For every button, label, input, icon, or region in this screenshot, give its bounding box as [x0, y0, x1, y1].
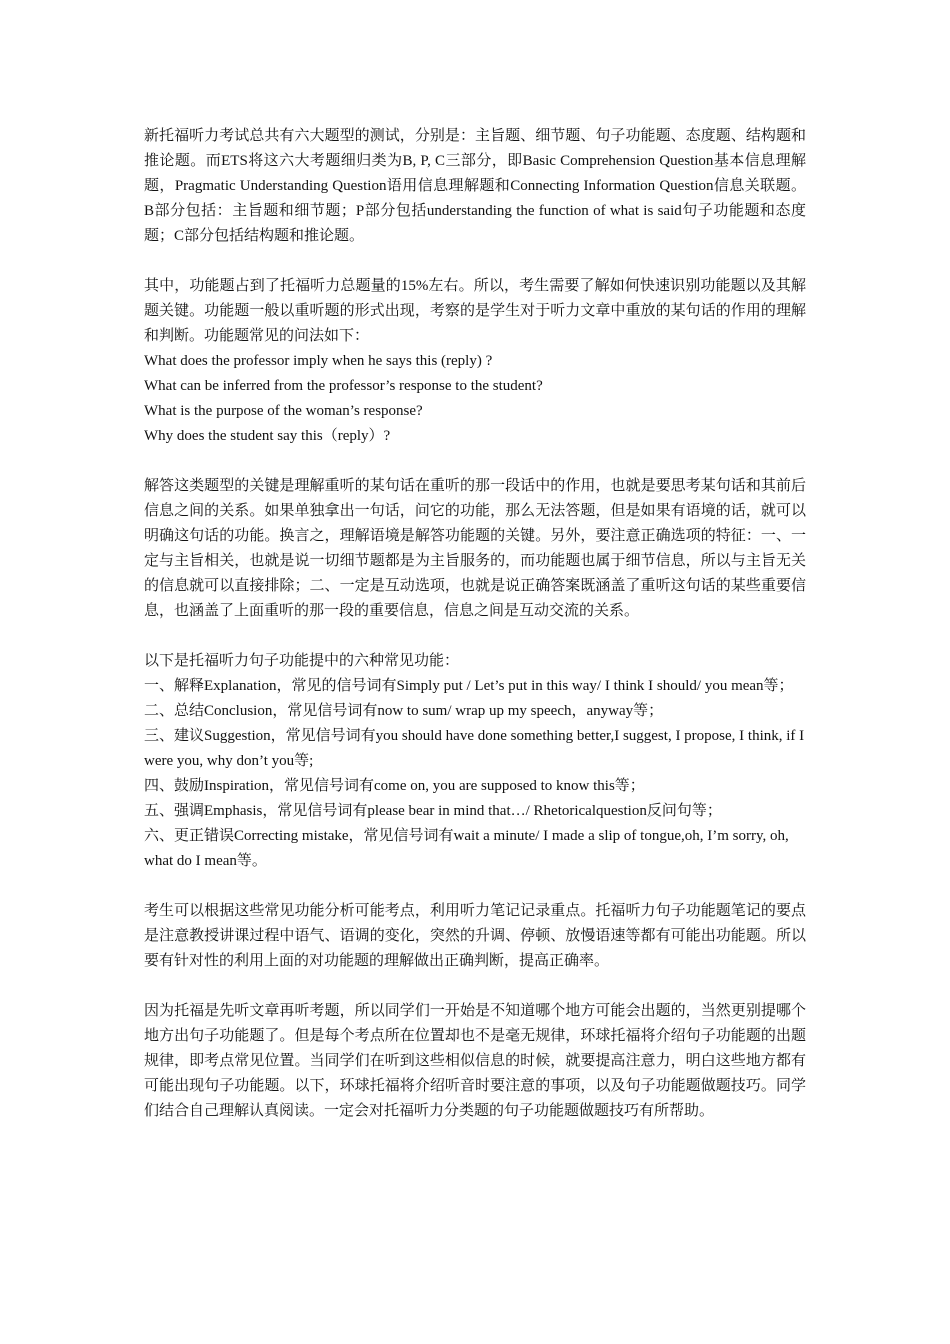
- document-body: [144, 124, 806, 1124]
- question-form-item: What does the professor imply when he says this (reply) ?: [144, 353, 493, 369]
- function-share-paragraph: 其中，功能题占到了托福听力总题量的15%左右。所以，考生需要了解如何快速识别功能题以及其解题关键。功能题一般以重听题的形式出现，考察的是学生对于听力文章中重放的某句话的作用的理解和判断。功能题常见的问法如下：: [144, 278, 806, 344]
- question-form-item: What can be inferred from the professor’s response to the student?: [144, 378, 543, 394]
- function-item: 三、建议Suggestion，常见信号词有you should have done something better,I suggest, I propose, I think, if I were you, why don’t you等;: [144, 728, 805, 769]
- paragraph-gap: [144, 974, 806, 999]
- paragraph-gap: [144, 249, 806, 274]
- function-item: 四、鼓励Inspiration，常见信号词有come on, you are supposed to know this等；: [144, 778, 645, 794]
- function-item: 二、总结Conclusion，常见信号词有now to sum/ wrap up my speech，anyway等；: [144, 703, 664, 719]
- paragraph-gap: [144, 874, 806, 899]
- closing-paragraph: 因为托福是先听文章再听考题，所以同学们一开始是不知道哪个地方可能会出题的，当然更别提哪个地方出句子功能题了。但是每个考点所在位置却也不是毫无规律，环球托福将介绍句子功能题的出题规律，即考点常见位置。当同学们在听到这些相似信息的时候，就要提高注意力，明白这些地方都有可能出现句子功能题。以下，环球托福将介绍听音时要注意的事项，以及句子功能题做题技巧。同学们结合自己理解认真阅读。一定会对托福听力分类题的句子功能题做题技巧有所帮助。: [144, 1003, 806, 1119]
- question-form-item: What is the purpose of the woman’s response?: [144, 403, 423, 419]
- question-form-item: Why does the student say this（reply）?: [144, 428, 391, 444]
- intro-paragraph: 新托福听力考试总共有六大题型的测试，分别是：主旨题、细节题、句子功能题、态度题、结构题和推论题。而ETS将这六大考题细归类为B, P, C三部分，即Basic Comprehension Question基本信息理解题，Pragmatic Understanding Question语用信息理解题和Connecting Information Question信息关联题。B部分包括：主旨题和细节题；P部分包括understanding the function of what is said句子功能题和态度题；C部分包括结构题和推论题。: [144, 128, 806, 244]
- paragraph-gap: [144, 624, 806, 649]
- function-item: 五、强调Emphasis，常见信号词有please bear in mind that…/ Rhetoricalquestion反问句等；: [144, 803, 722, 819]
- key-to-answer-paragraph: 解答这类题型的关键是理解重听的某句话在重听的那一段话中的作用，也就是要思考某句话和其前后信息之间的关系。如果单独拿出一句话，问它的功能，那么无法答题，但是如果有语境的话，就可以明确这句话的功能。换言之，理解语境是解答功能题的关键。另外，要注意正确选项的特征：一、一定与主旨相关，也就是说一切细节题都是为主旨服务的，而功能题也属于细节信息，所以与主旨无关的信息就可以直接排除；二、一定是互动选项，也就是说正确答案既涵盖了重听这句话的某些重要信息，也涵盖了上面重听的那一段的重要信息，信息之间是互动交流的关系。: [144, 478, 806, 619]
- paragraph-gap: [144, 449, 806, 474]
- note-taking-paragraph: 考生可以根据这些常见功能分析可能考点，利用听力笔记记录重点。托福听力句子功能题笔记的要点是注意教授讲课过程中语气、语调的变化，突然的升调、停顿、放慢语速等都有可能出功能题。所以要有针对性的利用上面的对功能题的理解做出正确判断，提高正确率。: [144, 903, 806, 969]
- functions-heading: 以下是托福听力句子功能提中的六种常见功能：: [144, 653, 460, 669]
- function-item: 一、解释Explanation，常见的信号词有Simply put / Let’s put in this way/ I think I should/ you mean等；: [144, 678, 794, 694]
- function-item: 六、更正错误Correcting mistake，常见信号词有wait a minute/ I made a slip of tongue,oh, I’m sorry, oh, what do I mean等。: [144, 828, 789, 869]
